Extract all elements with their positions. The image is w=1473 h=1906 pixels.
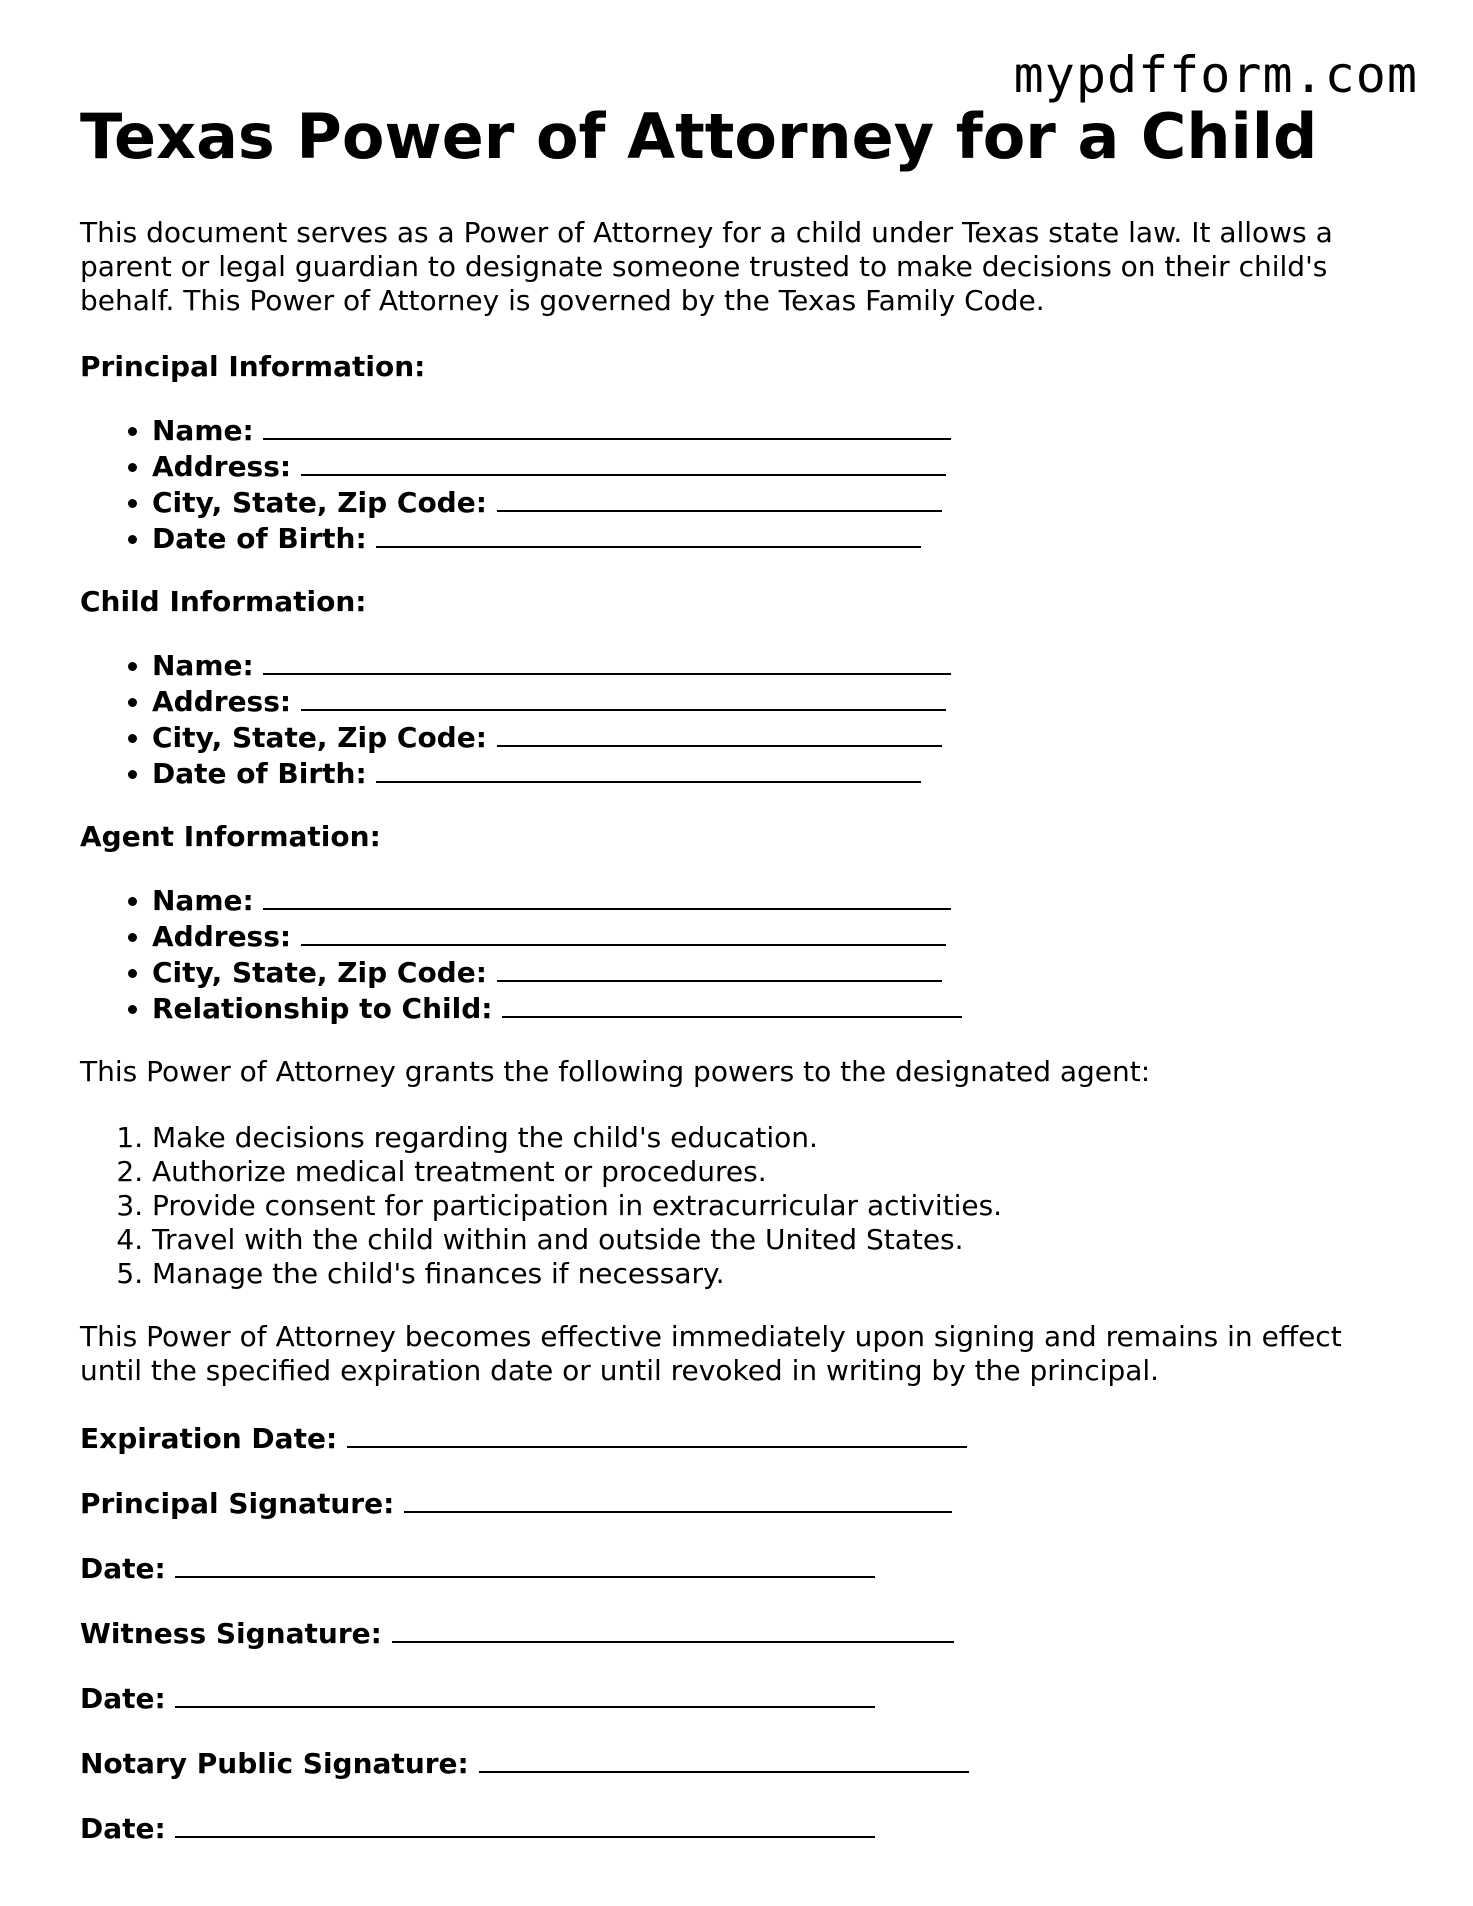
witness-date-blank[interactable] xyxy=(175,1680,875,1708)
power-item: 1. Make decisions regarding the child's education. xyxy=(152,1121,1410,1155)
powers-list xyxy=(80,1121,1410,1291)
principal-signature-field: Principal Signature: xyxy=(80,1485,1410,1521)
child-city-field: • City, State, Zip Code: xyxy=(152,719,1410,755)
child-heading: Child Information: xyxy=(80,585,367,619)
agent-address-blank[interactable] xyxy=(301,918,946,946)
child-city-blank[interactable] xyxy=(497,719,942,747)
principal-name-field: • Name: xyxy=(152,412,1410,448)
child-address-blank[interactable] xyxy=(301,683,946,711)
expiration-date-field: Expiration Date: xyxy=(80,1420,1410,1456)
principal-date-blank[interactable] xyxy=(175,1550,875,1578)
principal-city-blank[interactable] xyxy=(497,484,942,512)
notary-date-blank[interactable] xyxy=(175,1810,875,1838)
power-item: 3. Provide consent for participation in extracurricular activities. xyxy=(152,1189,1410,1223)
document-page xyxy=(80,100,1410,1875)
principal-address-field: • Address: xyxy=(152,448,1410,484)
expiration-date-blank[interactable] xyxy=(347,1420,967,1448)
notary-date-field: Date: xyxy=(80,1810,1410,1846)
power-item: 4. Travel with the child within and outside the United States. xyxy=(152,1223,1410,1257)
agent-heading: Agent Information: xyxy=(80,820,381,854)
watermark: mypdfform.com xyxy=(1013,46,1418,104)
agent-city-field: • City, State, Zip Code: xyxy=(152,954,1410,990)
principal-fields xyxy=(80,412,1410,556)
principal-dob-blank[interactable] xyxy=(376,520,921,548)
witness-signature-blank[interactable] xyxy=(392,1615,954,1643)
witness-signature-field: Witness Signature: xyxy=(80,1615,1410,1651)
principal-signature-blank[interactable] xyxy=(404,1485,952,1513)
child-name-blank[interactable] xyxy=(263,647,951,675)
intro-paragraph: This document serves as a Power of Attorney for a child under Texas state law. It allows a parent or legal guardian to designate someone trusted to make decisions on their child's behalf. This Power of Attorney is governed by the Texas Family Code. xyxy=(80,216,1333,318)
power-item: 2. Authorize medical treatment or procedures. xyxy=(152,1155,1410,1189)
principal-name-blank[interactable] xyxy=(263,412,951,440)
document-title: Texas Power of Attorney for a Child xyxy=(80,100,1318,173)
power-item: 5. Manage the child's finances if necessary. xyxy=(152,1257,1410,1291)
agent-address-field: • Address: xyxy=(152,918,1410,954)
principal-date-field: Date: xyxy=(80,1550,1410,1586)
agent-fields xyxy=(80,882,1410,1026)
principal-address-blank[interactable] xyxy=(301,448,946,476)
agent-name-field: • Name: xyxy=(152,882,1410,918)
principal-city-field: • City, State, Zip Code: xyxy=(152,484,1410,520)
agent-name-blank[interactable] xyxy=(263,882,951,910)
child-dob-blank[interactable] xyxy=(376,755,921,783)
principal-dob-field: • Date of Birth: xyxy=(152,520,1410,556)
child-dob-field: • Date of Birth: xyxy=(152,755,1410,791)
powers-intro: This Power of Attorney grants the following powers to the designated agent: xyxy=(80,1055,1151,1089)
child-fields xyxy=(80,647,1410,791)
agent-relationship-field: • Relationship to Child: xyxy=(152,990,1410,1026)
principal-heading: Principal Information: xyxy=(80,350,426,384)
child-address-field: • Address: xyxy=(152,683,1410,719)
notary-signature-field: Notary Public Signature: xyxy=(80,1745,1410,1781)
notary-signature-blank[interactable] xyxy=(479,1745,969,1773)
effective-paragraph: This Power of Attorney becomes effective immediately upon signing and remains in effect until the specified expiration date or until revoked in writing by the principal. xyxy=(80,1320,1342,1388)
agent-city-blank[interactable] xyxy=(497,954,942,982)
agent-relationship-blank[interactable] xyxy=(502,990,962,1018)
witness-date-field: Date: xyxy=(80,1680,1410,1716)
child-name-field: • Name: xyxy=(152,647,1410,683)
